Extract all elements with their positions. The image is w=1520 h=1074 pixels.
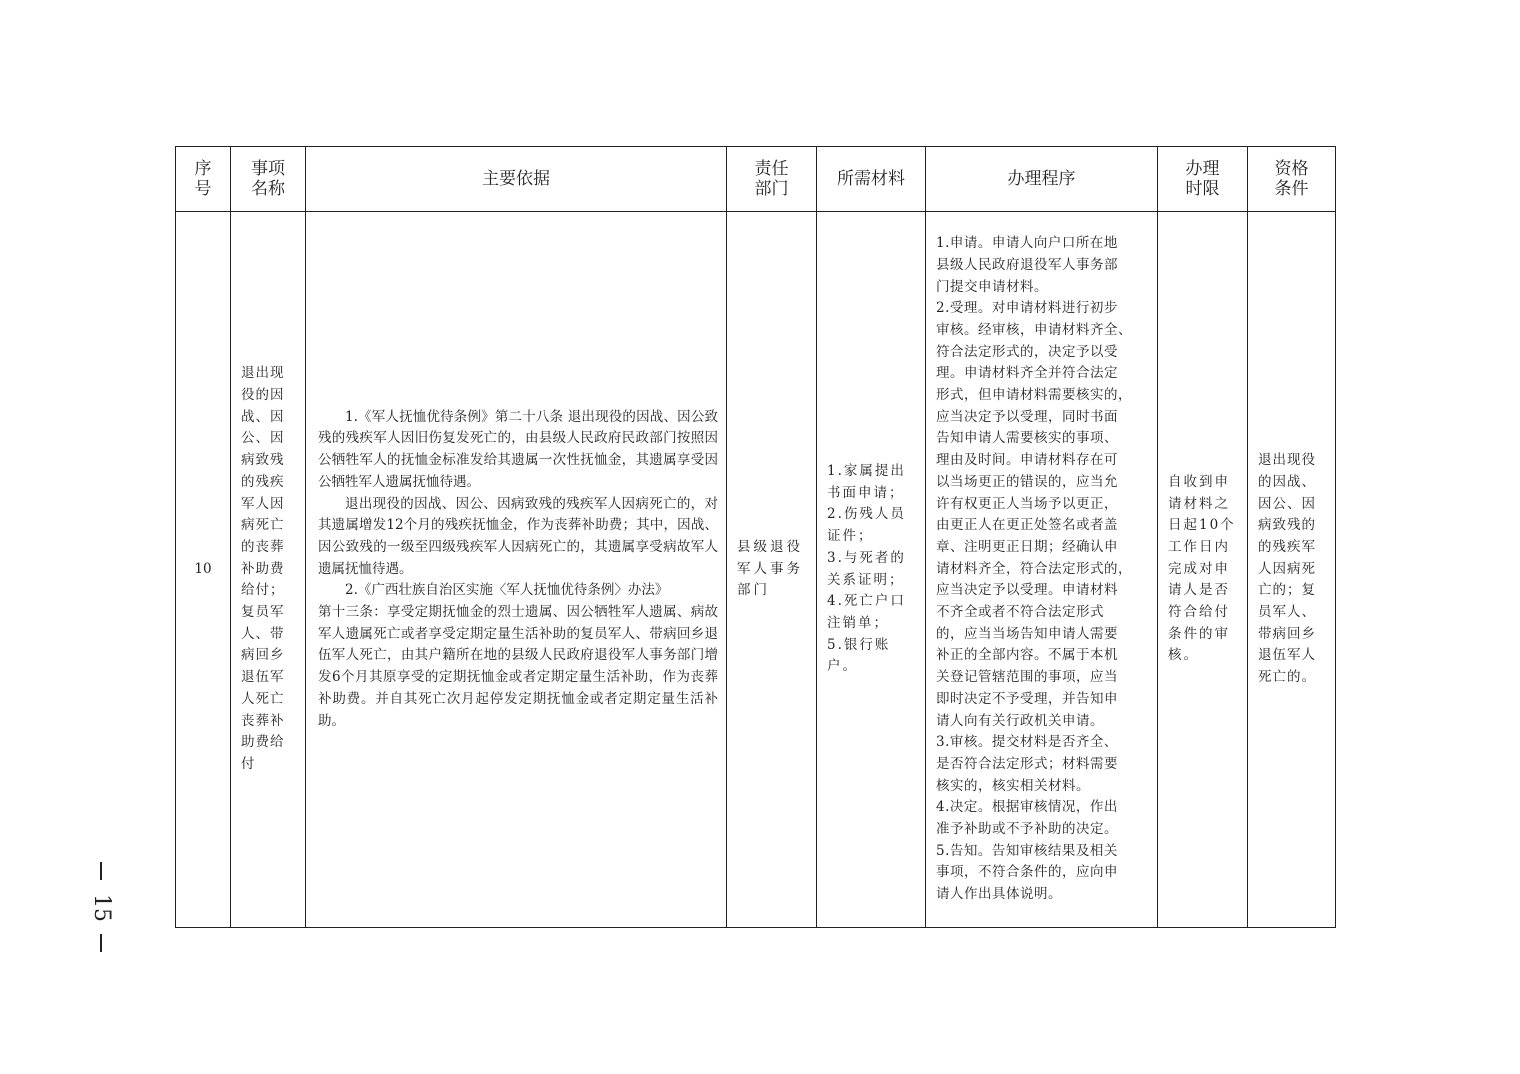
cell-line: 人死亡: [241, 690, 285, 707]
cell-line: 符合法定形式的，决定予以受: [936, 343, 1118, 360]
cell-line: 请材料齐全，符合法定形式的，: [936, 560, 1132, 577]
page-number-dash-top: [100, 862, 102, 880]
cell-line: 不齐全或者不符合法定形式: [936, 604, 1104, 621]
cell-line: 病死亡: [241, 517, 285, 534]
cell-main-basis: [306, 212, 727, 928]
cell-line: 3.审核。提交材料是否齐全、: [936, 734, 1118, 751]
cell-line: 3.与死者的: [827, 549, 906, 566]
cell-line: 理由及时间。申请材料存在可: [936, 452, 1118, 469]
cell-line: 1.家属提出: [827, 462, 906, 479]
cell-line: 的因战、: [1258, 473, 1316, 490]
cell-line: 病回乡: [241, 647, 285, 664]
cell-line: 核实的，核实相关材料。: [936, 777, 1090, 794]
cell-line: 因公、因: [1258, 495, 1316, 512]
header-seq: 序 号: [176, 147, 231, 212]
cell-line: 注销单；: [827, 614, 889, 631]
cell-line: 死亡的。: [1258, 669, 1316, 686]
page-number: [84, 862, 118, 952]
cell-line: 请人是否: [1168, 582, 1230, 599]
cell-line: 役的因: [241, 387, 285, 404]
header-qualification: 资格 条件: [1248, 147, 1336, 212]
cell-responsible-dept: [727, 212, 817, 928]
cell-line: 的残疾军: [1258, 538, 1316, 555]
cell-line: 告知申请人需要核实的事项、: [936, 430, 1118, 447]
basis-paragraph: 2.《广西壮族自治区实施〈军人抚恤优待条例〉办法》: [345, 582, 669, 599]
cell-line: 补助费: [241, 560, 285, 577]
cell-line: 战、因: [241, 408, 285, 425]
cell-line: 退出现: [241, 365, 285, 382]
header-responsible-dept: 责任 部门: [727, 147, 817, 212]
cell-line: 请人向有关行政机关申请。: [936, 712, 1104, 729]
cell-line: 证件；: [827, 528, 874, 545]
cell-line: 县级人民政府退役军人事务部: [936, 256, 1118, 273]
cell-line: 完成对申: [1168, 560, 1230, 577]
cell-line: 理。申请材料齐全并符合法定: [936, 365, 1118, 382]
cell-line: 军人因: [241, 495, 285, 512]
header-time-limit: 办理 时限: [1158, 147, 1248, 212]
cell-line: 补正的全部内容。不属于本机: [936, 647, 1118, 664]
header-required-materials: 所需材料: [817, 147, 926, 212]
cell-line: 退出现役: [1258, 452, 1316, 469]
cell-line: 由更正人在更正处签名或者盖: [936, 517, 1118, 534]
cell-procedure: [926, 212, 1158, 928]
cell-line: 日起10个: [1168, 517, 1236, 534]
header-item-name: 事项 名称: [231, 147, 306, 212]
cell-line: 病致残: [241, 452, 285, 469]
page-number-dash-bottom: [100, 934, 102, 952]
page-number-text: 15: [89, 894, 114, 922]
cell-line: 4.决定。根据审核情况，作出: [936, 799, 1118, 816]
cell-line: 退伍军人: [1258, 647, 1316, 664]
cell-required-materials: [817, 212, 926, 928]
cell-line: 书面申请；: [827, 484, 905, 501]
cell-line: 公、因: [241, 430, 285, 447]
cell-line: 请材料之: [1168, 495, 1230, 512]
cell-line: 核。: [1168, 647, 1199, 664]
cell-line: 带病回乡: [1258, 625, 1316, 642]
basis-paragraph: 第十三条：享受定期抚恤金的烈士遗属、因公牺牲军人遗属、病故军人遗属死亡或者享受定期定量生活补助的复员军人、带病回乡退伍军人死亡，由其户籍所在地的县级人民政府退役军人事务部门增发6个月其原享受的定期抚恤金或者定期定量生活补助，作为丧葬补助费。并自其死亡次月起停发定期抚恤金或者定期定量生活补助。: [318, 604, 718, 729]
cell-line: 5.银行账户。: [827, 636, 891, 675]
cell-line: 形式，但申请材料需要核实的，: [936, 387, 1132, 404]
cell-line: 退伍军: [241, 669, 285, 686]
cell-line: 的残疾: [241, 473, 285, 490]
cell-line: 的丧葬: [241, 538, 285, 555]
cell-line: 2.伤残人员: [827, 506, 906, 523]
cell-line: 亡的；复: [1258, 582, 1316, 599]
cell-qualification: [1248, 212, 1336, 928]
cell-seq: 10: [176, 212, 231, 928]
cell-line: 县级退役: [737, 538, 803, 555]
header-main-basis: 主要依据: [306, 147, 727, 212]
service-items-table: [175, 146, 1336, 928]
cell-line: 章、注明更正日期；经确认申: [936, 538, 1118, 555]
cell-line: 请人作出具体说明。: [936, 886, 1062, 903]
cell-line: 是否符合法定形式；材料需要: [936, 755, 1118, 772]
cell-line: 审核。经审核，申请材料齐全、: [936, 321, 1132, 338]
cell-time-limit: [1158, 212, 1248, 928]
basis-paragraph: 1.《军人抚恤优待条例》第二十八条 退出现役的因战、因公致残的残疾军人因旧伤复发死亡的，由县级人民政府民政部门按照因公牺牲军人的抚恤金标准发给其遗属一次性抚恤金，其遗属享受因公牺牲军人遗属抚恤待遇。: [318, 408, 718, 490]
cell-line: 工作日内: [1168, 538, 1230, 555]
basis-paragraph: 退出现役的因战、因公、因病致残的残疾军人因病死亡的，对其遗属增发12个月的残疾抚恤金，作为丧葬补助费；其中，因战、因公致残的一级至四级残疾军人因病死亡的，其遗属享受病故军人遗属抚恤待遇。: [318, 495, 718, 577]
cell-line: 即时决定不予受理，并告知申: [936, 690, 1118, 707]
cell-line: 助费给: [241, 734, 285, 751]
cell-line: 复员军: [241, 604, 285, 621]
cell-line: 2.受理。对申请材料进行初步: [936, 300, 1118, 317]
cell-line: 付: [241, 755, 256, 772]
cell-line: 给付；: [241, 582, 285, 599]
cell-line: 应当决定予以受理，同时书面: [936, 408, 1118, 425]
cell-line: 的，应当当场告知申请人需要: [936, 625, 1118, 642]
cell-line: 部门: [737, 582, 770, 599]
header-procedure: 办理程序: [926, 147, 1158, 212]
cell-line: 许有权更正人当场予以更正，: [936, 495, 1118, 512]
cell-line: 5.告知。告知审核结果及相关: [936, 842, 1118, 859]
cell-line: 以当场更正的错误的，应当允: [936, 473, 1118, 490]
cell-line: 军人事务: [737, 560, 803, 577]
cell-line: 门提交申请材料。: [936, 278, 1048, 295]
cell-line: 自收到申: [1168, 473, 1230, 490]
cell-line: 条件的审: [1168, 625, 1230, 642]
cell-line: 关系证明；: [827, 571, 905, 588]
cell-line: 丧葬补: [241, 712, 285, 729]
cell-line: 应当决定予以受理。申请材料: [936, 582, 1118, 599]
cell-line: 1.申请。申请人向户口所在地: [936, 235, 1118, 252]
cell-line: 准予补助或不予补助的决定。: [936, 821, 1118, 838]
table-header-row: [176, 147, 1336, 212]
cell-line: 病致残的: [1258, 517, 1316, 534]
cell-line: 关登记管辖范围的事项，应当: [936, 669, 1118, 686]
cell-item-name: [231, 212, 306, 928]
cell-line: 人、带: [241, 625, 285, 642]
cell-line: 事项，不符合条件的，应向申: [936, 864, 1118, 881]
table-row: [176, 212, 1336, 928]
cell-line: 4.死亡户口: [827, 593, 906, 610]
cell-line: 符合给付: [1168, 604, 1230, 621]
cell-line: 员军人、: [1258, 604, 1316, 621]
cell-line: 人因病死: [1258, 560, 1316, 577]
